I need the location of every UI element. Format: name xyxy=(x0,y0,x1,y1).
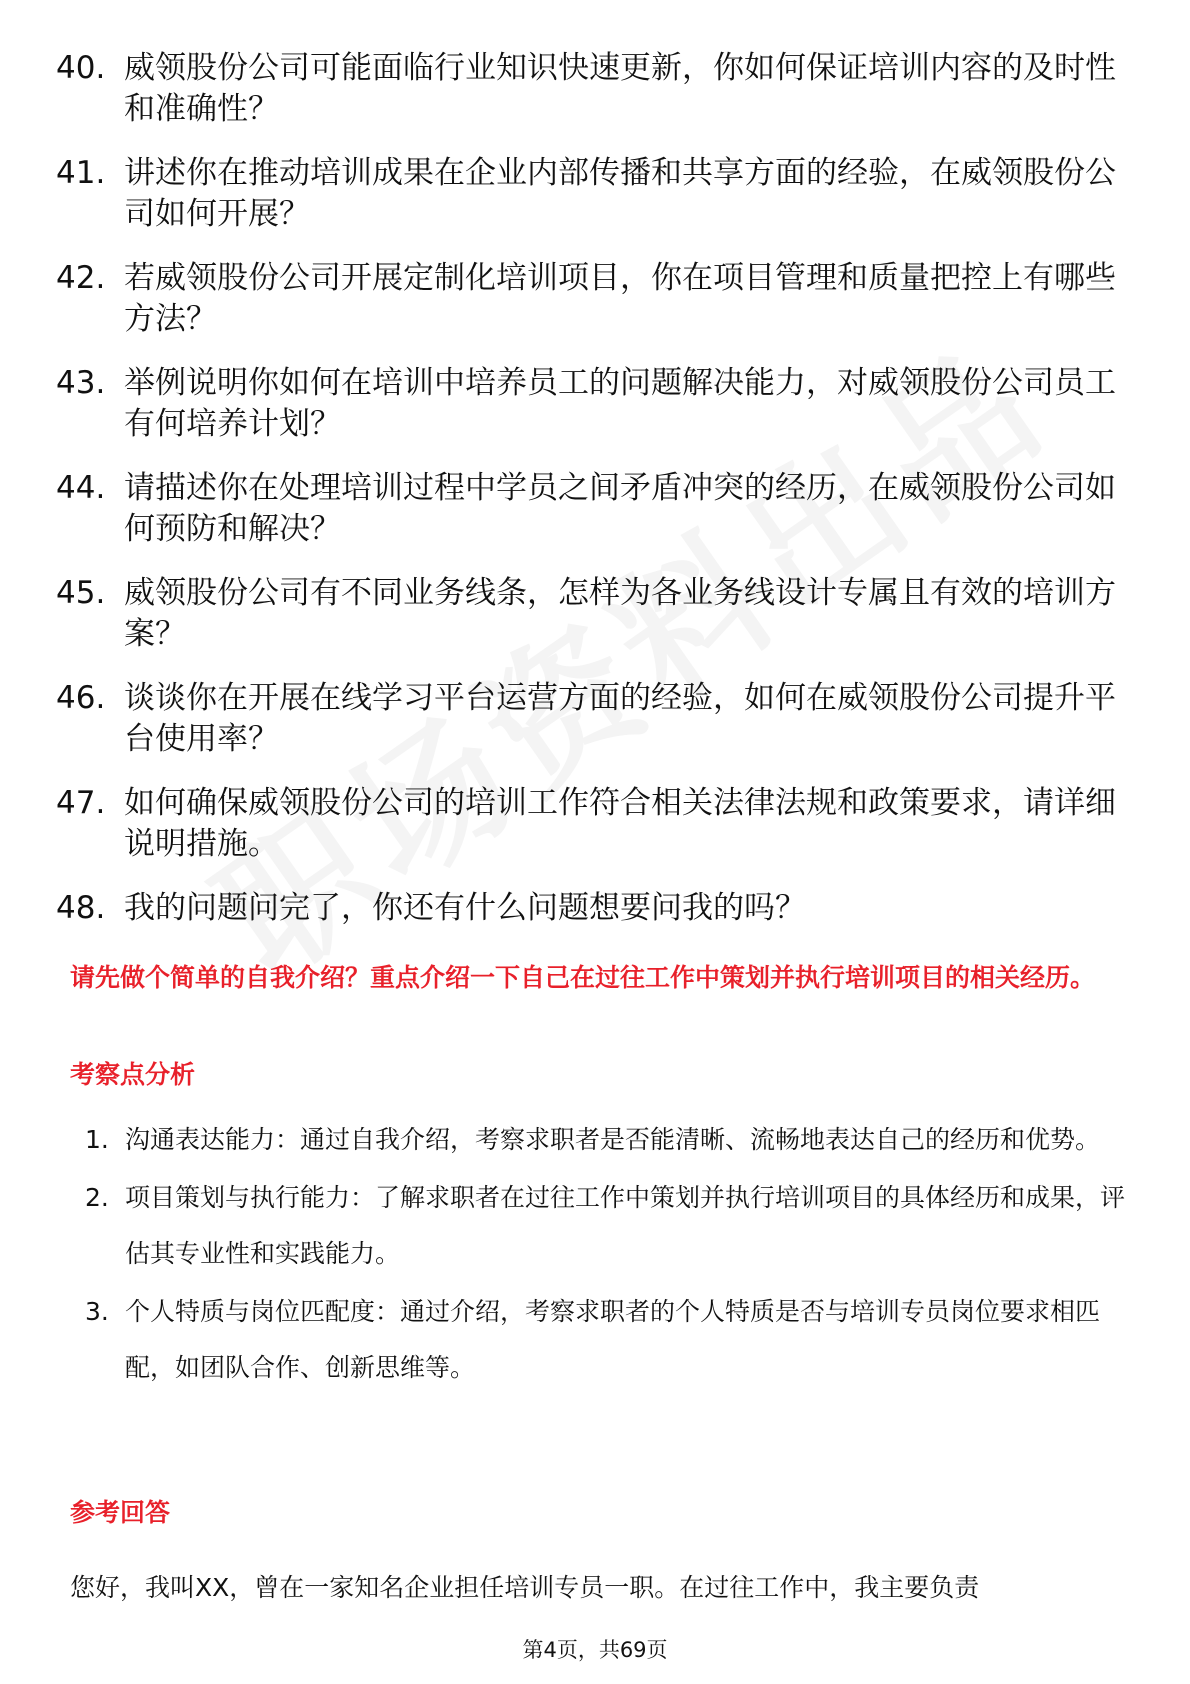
featured-question: 请先做个简单的自我介绍？重点介绍一下自己在过往工作中策划并执行培训项目的相关经历。 xyxy=(70,963,1096,992)
question-number: 40. xyxy=(56,50,106,86)
analysis-number: 2. xyxy=(85,1183,109,1212)
question-text: 若威领股份公司开展定制化培训项目，你在项目管理和质量把控上有哪些方法？ xyxy=(124,260,1116,337)
question-text: 威领股份公司可能面临行业知识快速更新，你如何保证培训内容的及时性和准确性？ xyxy=(124,50,1116,127)
page-footer: 第4页，共69页 xyxy=(522,1638,668,1662)
analysis-text: 项目策划与执行能力：了解求职者在过往工作中策划并执行培训项目的具体经历和成果，评估其专业性和实践能力。 xyxy=(125,1183,1126,1268)
question-item xyxy=(56,468,1116,550)
question-number: 44. xyxy=(56,470,106,506)
question-text: 如何确保威领股份公司的培训工作符合相关法律法规和政策要求，请详细说明措施。 xyxy=(124,785,1116,862)
answer-heading: 参考回答 xyxy=(70,1498,171,1527)
analysis-text: 沟通表达能力：通过自我介绍，考察求职者是否能清晰、流畅地表达自己的经历和优势。 xyxy=(125,1125,1101,1154)
question-item xyxy=(56,258,1116,340)
question-number: 47. xyxy=(56,785,106,821)
question-item xyxy=(56,153,1116,235)
analysis-text: 个人特质与岗位匹配度：通过介绍，考察求职者的个人特质是否与培训专员岗位要求相匹配，如团队合作、创新思维等。 xyxy=(125,1297,1101,1382)
analysis-number: 1. xyxy=(85,1125,109,1154)
analysis-number: 3. xyxy=(85,1297,109,1326)
question-number: 41. xyxy=(56,155,106,191)
analysis-item xyxy=(85,1170,1125,1282)
question-item xyxy=(56,783,1116,865)
question-text: 请描述你在处理培训过程中学员之间矛盾冲突的经历，在威领股份公司如何预防和解决？ xyxy=(124,470,1116,547)
question-item xyxy=(56,573,1116,655)
question-text: 威领股份公司有不同业务线条，怎样为各业务线设计专属且有效的培训方案？ xyxy=(124,575,1116,652)
question-item xyxy=(56,678,1116,760)
analysis-item xyxy=(85,1284,1125,1396)
question-list xyxy=(56,48,1116,952)
answer-paragraph: 您好，我叫XX，曾在一家知名企业担任培训专员一职。在过往工作中，我主要负责 xyxy=(70,1573,980,1602)
analysis-item xyxy=(85,1112,1125,1168)
question-number: 48. xyxy=(56,890,106,926)
question-number: 45. xyxy=(56,575,106,611)
question-text: 我的问题问完了，你还有什么问题想要问我的吗？ xyxy=(124,890,806,926)
question-number: 46. xyxy=(56,680,106,716)
question-number: 43. xyxy=(56,365,106,401)
question-item xyxy=(56,48,1116,130)
question-text: 谈谈你在开展在线学习平台运营方面的经验，如何在威领股份公司提升平台使用率？ xyxy=(124,680,1116,757)
question-number: 42. xyxy=(56,260,106,296)
analysis-heading: 考察点分析 xyxy=(70,1060,196,1089)
question-text: 讲述你在推动培训成果在企业内部传播和共享方面的经验，在威领股份公司如何开展？ xyxy=(124,155,1116,232)
question-item xyxy=(56,363,1116,445)
analysis-list xyxy=(85,1112,1125,1398)
question-text: 举例说明你如何在培训中培养员工的问题解决能力，对威领股份公司员工有何培养计划？ xyxy=(124,365,1116,442)
question-item xyxy=(56,888,1116,929)
